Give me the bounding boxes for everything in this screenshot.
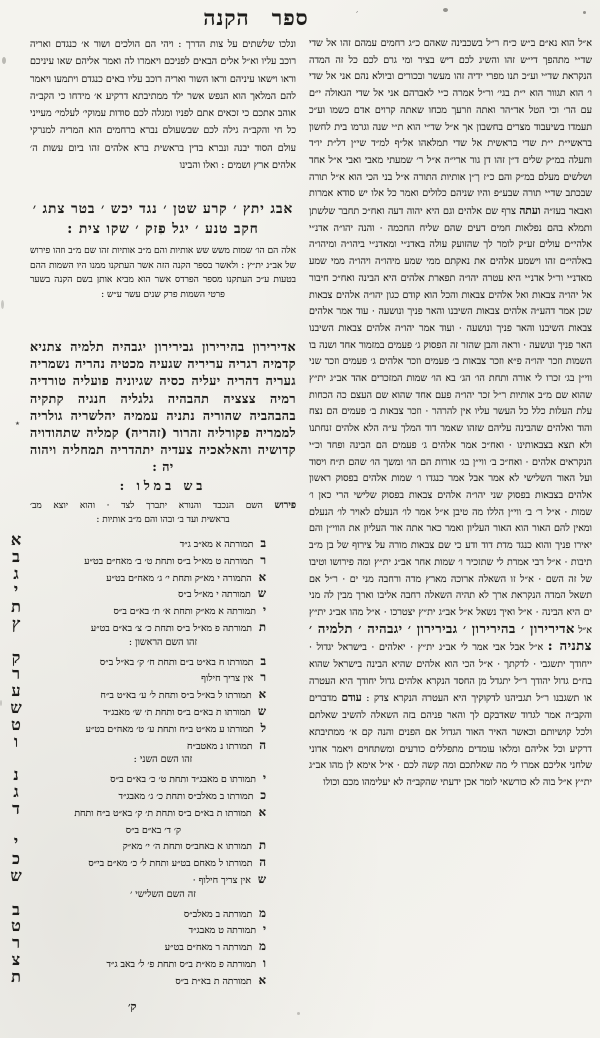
list-item (30, 820, 296, 837)
margin-letter: ת (11, 966, 21, 986)
row-lead-letter: ה (259, 855, 266, 870)
row-lead-letter: ב (260, 536, 266, 550)
text-paragraph: מדברים והקב״ה אמר לגדוד שאדבקם לך והאר פניהם בזה השאלה להשיב שאלתם ולכל קושיותם וכאשר האיר האור הגדול אם הפנים והנה קם א׳ ממתיבתא דרקיע וכל אליהם ומלאו עומדים מתפללים כורעים ומשתחוים ויאמר אדוני שלחני אליכם אמרו לי מה שאלתכם ומה קשה לכם · א״ל אימא לן מהו אב״ג ית״ץ א״ל בוה לא כורשאי לומר אכן ידעתי שהקב״ה לא יעלימהו מכם וכולו (309, 693, 592, 788)
margin-letter: ר (12, 933, 20, 953)
ink-speck (0, 700, 2, 706)
perush-note (30, 499, 296, 527)
row-text: תמורתה פ מא״ת ב״ס ותחת פ׳ ל׳ באב ג״ד (106, 958, 257, 970)
list-item (11, 916, 296, 937)
list-item (13, 781, 296, 803)
row-lead-letter: א (258, 569, 266, 584)
row-lead-letter: ו (263, 955, 266, 970)
margin-letter: כ (12, 849, 20, 869)
row-text: תמורתו ב מאלב״ס ותחת כ׳ ג׳ מאבג״ד (118, 790, 254, 802)
text-paragraph: ונלכו שלשתים על צות הדרך : ויהי הם הולכים ושור א׳ כנגדם ואריה רוכב עליו וא״ל אלים הבאים לפניכם ויאמרו לה ואמר אליהם שאו עיניכם וראו וישאו עיניהם וראו השור ואריה רוכב עליו באים כנגדם ויתמעו ויאמר להם המלאך הוא הנפש אשר ילד ממתיבתא דרקיע א׳ מידחו כי הקב״ה אוהב אתכם כי זכאים אתם לפניו ומגלה לכם סודות עמוקי׳ לעלמי׳ מעייני כל חי והקב״ה גילה לכם שבשעולם נברא ברחמים הוא המריה למנרקי עולם הסוד יבנה ונברא בדין בראשית ברא אלהים זהו ביום עשות ה׳ אלהים ארץ ושמים : ואלו והבינו (30, 39, 296, 172)
title-mark: ׳ (356, 9, 359, 19)
list-item (11, 647, 296, 669)
ink-speck (2, 57, 6, 64)
margin-letter: י (13, 580, 19, 600)
row-lead-letter: ת (258, 619, 266, 634)
ana-bekoach-line: אבג יתץ ׳ קרע שטן ׳ נגד יכש ׳ בטר צתג ׳ (32, 201, 294, 217)
perush-line: בראשית ועד ב׳ ובהו והם מ״ב אותיות : (96, 514, 230, 525)
row-text: תמורתו ל מאחם בט״ע ותחת ל׳ כ׳ מא״ם בי״ס (88, 858, 253, 870)
list-section-header: זה השם השלישי ׳ (130, 888, 196, 900)
ink-speck (160, 233, 162, 235)
perush-text: השם הנכבד והנורא יתברך לצד · והוא יוצא מב׳ (30, 501, 263, 511)
row-lead-letter: ב (260, 653, 266, 668)
list-item (12, 798, 296, 820)
row-text: תמורתה ט מאבג״ד (188, 925, 256, 937)
margin-letter: ד (12, 798, 20, 818)
text-paragraph: אלה הם הו׳ שמות משש שש אותיות והם מ״ב אותיות זהו שם מ״ב וזהו פירוש של אב״ג ית״ץ : ולאשר בספר הקנה הזה אשר העתקנו ממנו היו השמות ההם בטעות ע״כ העתקנו מספר הפרדס אשר הוא מביא אותן בשם הקנה בשער פרטי השמות פרק שנים עשר ע״ש : (30, 246, 296, 300)
row-text: אין צריך חילוף · (192, 874, 251, 886)
list-item (13, 765, 296, 786)
row-lead-letter: י (262, 771, 266, 786)
row-text: תמורתה ט מא״ל ב״ס ותחת ט׳ ב׳ מאח״ם בט״ע (84, 555, 254, 567)
row-text: התמורה י מא״ק ותחת י׳ ג׳ מאח״ם בט״ע (106, 572, 252, 584)
row-lead-letter: ש (257, 586, 266, 601)
ana-bekoach-block (30, 199, 296, 239)
left-text-column (10, 36, 296, 988)
list-item (11, 714, 296, 736)
row-text: תמורתה י מא״ל ב״ס (178, 589, 251, 601)
bold-word: עודם (341, 692, 362, 705)
row-lead-letter: ל (260, 720, 266, 735)
row-text: ק׳ ד׳ בא״ם ב״ס (125, 824, 181, 836)
list-item (11, 681, 296, 702)
list-item (13, 832, 296, 853)
row-lead-letter: ש (257, 871, 266, 886)
bold-word: ועתה (519, 205, 541, 218)
margin-letter: ג (13, 563, 19, 583)
footnote-mark: ٭ (15, 419, 20, 429)
text-paragraph: צרף שם אלהים וגם היא יהוה דעה ואח״כ תחבר שלשתן ותמלא בהם נפלאות חמים דעים שהם שליח החכמה · והנה יהו״ה אדנ״י אלהי״ם עולים זע״ק לומר לך שהזועק עולה באדנ״י ומאדנ״י ביהו״ה ומיהו״ה באלהי״ם זהו וישמע אלהים את נאקתם ממי שמע מיהו״ה ויהו״ה ממי שמע מאדנ״י ור״ל אדנ״י היא עטרה יהו״ה תפארת אלהים היא הבינה ואח״כ חיבור אל יהו״ה צבאות ואל אלהים צבאות והכל הוא קודם כגון יהו״ה אלהים צבאות שכן אמר דהע״ה אלהים צבאות השיבנו והאר פניך ונושעה · עוד אמר אלהים צבאות השיבנו והאר פניך ונושעה · ועוד אמר יהו״ה אלהים צבאות השיבנו האר פניך ונושעה · וראה והבן שהזר זה הפסוק ג׳ פעמים במזמור אחד ושנה בו השמות וזכר יהו״ה פ״א וזכר צבאות ב׳ פעמים וזכר אלהים ג׳ פעמים וזכר שני ווי״ן בג׳ זכרו לי אורה ותחת הו׳ הג׳ בא הו׳ שמות המזכרים אהד אב״ג ית״ץ שהוא שם מ״ב אותיות ר״ל זכר יהו״ה פעם אחד שהוא שם העצם כה הכחות עלת העלות כלל כל העשר עליו אין להרהר · וזכר צבאות ב׳ פעמים הם נצח והוד ואלהים שהבינה עליהם שזהו שאמר דוד המלך ע״ה הלא אלהים זנחתנו ולא תצא בצבאותינו · ואח״כ אמר אלהים ג׳ פעמים הם הבינה ופחד וכ״י הנקראים אלהים · ואח״כ ב׳ ווי״ן בג׳ אורות הם הו׳ ומשך הו׳ שהם ת״ח ויסוד ועל האור השלישי לא אמר אבל אמר כנגדו ו׳ שמות אלהים בפסוק ראשון אלהים בצבאות בפסוק שני יהו״ה אלהים צבאות בפסוק שלישי הרי כאן ו׳ שמות · א״ל ר׳ ב׳ ווי״ן הללו מה טיבן א״ל אמר לו׳ הנעלם לאויר לו׳ הנעלם ומאין להם האור הוא האור העליון ואמר כאר אתה אור העליון את הווי״ן והם יאירו פניך והוא כנגד מדת דוד ודע כי שם צבאות מורה על צירוף של בן מ״ב תיבות · א״ל רבי אמרת לי שתזכיר ו׳ שמות אחר אב״ג ית״ץ ומה פירושו וטיבו של זה השם · א״ל זו השאלה ארוכה מארץ מדה ורחבה מני ים · ר״ל אם תשאל המדה הנקראת ארך לא תהיה השאלה רחבה אליבו וארך מבין לה מני ים היא הבינה · א״ל ואיך נשאל א״ל אב״ג ית״ץ יצטרכו · א״ל מהו אב״ג ית״ץ א״ל (309, 206, 592, 636)
list-item (11, 613, 296, 635)
row-lead-letter: כ (260, 787, 266, 802)
margin-letter: ב (12, 546, 20, 566)
margin-letter: נ (13, 765, 19, 785)
catchword: ק׳ (128, 1000, 137, 1013)
row-lead-letter: ר (260, 670, 266, 685)
perush-lead-word: פירוש (274, 500, 296, 511)
margin-letter: י (13, 832, 19, 852)
row-text: אין צריך חילוף (201, 673, 254, 685)
ana-bekoach-line: חקב טנע ׳ יגל פזק ׳ שקו צית : (67, 221, 259, 237)
list-item (10, 697, 296, 719)
list-item (12, 933, 296, 954)
perush-line (30, 499, 296, 514)
row-text: תמורתה ר מאח״ם בט״ע (164, 942, 253, 954)
list-item (13, 563, 296, 585)
row-text: תמורתה ב מאלב״ס (183, 908, 253, 920)
ink-speck (583, 11, 586, 14)
margin-letter: ק (11, 647, 21, 667)
row-text: תמורתה א מא״ב ג״ד (179, 539, 254, 550)
row-lead-letter: ה (259, 737, 266, 752)
list-item (13, 731, 296, 753)
row-text: תמורתה א מא״ק ותחת א׳ ת׳ בא״ם ב״ס (113, 606, 256, 618)
row-text: תמורתו ח בא״ט ב״ם ותחת ח׳ ק׳ בא״ל ב״ס (99, 656, 254, 668)
row-text: תמורתו ע מא״ט ב״ח ותחת ע׳ ט׳ מאח״ם בט״ע (85, 723, 254, 735)
list-item (13, 580, 296, 601)
row-text: תמורתו נ מאטב״ח (187, 740, 253, 752)
margin-letter: ש (10, 865, 22, 885)
row-text: תמורתו ם מאבג״ד ותחת ט׳ כ׳ בא״ם ב״ס (110, 774, 256, 786)
row-lead-letter: א (258, 804, 266, 819)
margin-letter: ש (10, 697, 22, 717)
row-lead-letter (181, 822, 188, 836)
row-lead-letter: מ (259, 939, 266, 954)
row-text: תמורתה ת בא״ת ב״ס (175, 975, 252, 987)
list-item (11, 966, 296, 988)
list-item (10, 530, 296, 551)
margin-letter: ג (13, 781, 19, 801)
holy-names-inline: אדירירון ׳ בהירירון ׳ גבירירון ׳ יגבהיה ׳ תלמיה ׳ צתניה : (309, 621, 592, 655)
margin-letter: ו (13, 731, 19, 751)
ink-speck (297, 1012, 300, 1015)
margin-letter: ב (12, 899, 20, 919)
right-text-column (309, 36, 592, 990)
row-lead-letter: מ (259, 905, 266, 920)
row-lead-letter: ר (260, 552, 266, 567)
page-title: ספר הקנה (203, 5, 309, 30)
row-lead-letter: א (258, 972, 266, 987)
text-paragraph: א״ל הוא נא״ם ב״ש כ״ח ר״ל בשכבינה שאהם כ״ג רחמים עמהם זהו אל שדי שד״י מתהפך די״ש זהו והשיג לכם דיש בציר ומי גרם לכם כל זה המדה הנקראת שד״י וע״כ תנו מפרי ידיה זהו מעשר ובכורים וביולא נהם אני אל שדי ו׳ הוא תגוור הוא י״ת בגי׳ ור״ל אמרה כ״י לאברהם אני אל שדי הגאולה י״ם עם הר׳ וכי הטל אד״הר ואתה וזרעך מכחו שאתה קרוים אדם כשמו וע״כ תעמדו בשיעבוד מצרים בחשבון אך א״ל שד״י הוא ת״י שנה וגרמו בית לחשון בראשי״ת י״ת שדי בראשית אל שדי תמלאהו אל״ף למ״ד שי״ן דל״ת יו״ד ותעלה במ״ק שלים ד״ן זהו דן גור ארי״ה א״ל ר׳ שמעתי מאבי ואבי א״ל אחד ושלשים מעלם במ״ק והם כ״ז ך״ן אותיות התורה א״ל בני הכי הוא א״ל תורה שבכתב שד״י תורה שבע״פ והיו שניהם כלולים ואמר כל אלו יש סודא אמרות ואבאר בעז״ה (309, 38, 592, 218)
ink-speck (443, 8, 448, 12)
list-section-header: זהו השם הראשון : (128, 636, 198, 648)
row-lead-letter: ש (257, 703, 266, 718)
row-text: תמורתו ת בא״ם ב״ס ותחת ת׳ ק׳ בא״ט ב״ח ותחת (74, 807, 252, 819)
margin-letter: ט (11, 714, 21, 734)
margin-letter: ר (12, 664, 20, 684)
holy-names-tail: בש במלו : (119, 478, 207, 493)
text-paragraph: א״ל אבל אבי אמר לי אב״ג ית״ץ · יאלהים · בישראל יגדול · ייחודך יתשגבי · לדקתך · א״ל הכי הוא אלהים שהיא הבינה בישראל שהוא בח״ם גדול יהודך ר״ל יתגדל מן החסד הנקרא אלהים גדול יחודך היא העטרה או תשגבנו ר״ל תגביהנו לדקוקיך היא העטרה הנקרא צדק : (309, 642, 592, 705)
row-text: תמורתו ת בא״ם ב״ס ותחת ת׳ ש׳ מאבג״ד (103, 706, 251, 718)
row-lead-letter: ת (258, 838, 266, 853)
list-item (11, 597, 296, 618)
holy-names-block: אדירירון בהירירון גבירירון יגבהיה תלמיה צתניא קדמיה רגריה עריריה שגעיה מכטיה נהריה נשמריה געריה דהריה יעליה כסיה שגיוניה פועליה טורדיה רמיה צצציה תהבהיה גלגליה חנגיה קתקיה בהבהביה שהוריה נתניה עממיה יהלשריה גולריה לממריה פקורליה זהרור (זהריה) קמליה שתהודויה קדושיה והאלאכיה צעדיה יתהדריה תמחליה ויהוה יה : (30, 339, 296, 475)
list-section-header: זהו השם השני : (133, 754, 193, 766)
temurah-list (10, 530, 296, 988)
row-lead-letter: י (262, 922, 266, 937)
margin-letter: ע (11, 681, 21, 701)
ink-speck (1, 300, 4, 309)
list-item (12, 664, 296, 685)
row-text: תמורתו ל בא״ל ב״ס ותחת ל׳ ע׳ בא״ט ב״ח (100, 690, 252, 702)
list-item (11, 949, 296, 971)
list-item (12, 899, 296, 921)
margin-letter: א (10, 530, 22, 549)
margin-letter: צ (11, 949, 21, 969)
list-item (12, 546, 296, 568)
margin-letter: ת (11, 597, 21, 617)
row-text: תמורתה פ מא״ל ב״ס ותחת כ׳ צ׳ בא״ם בט״ע (90, 622, 252, 634)
row-text: תמורתו א באחב״ס ותחת ה׳ י׳ מא״ק (122, 841, 252, 853)
margin-letter: ט (11, 916, 21, 936)
margin-letter: ץ (11, 613, 21, 633)
row-lead-letter: א (258, 687, 266, 702)
list-item (10, 865, 296, 887)
row-lead-letter: י (262, 603, 266, 618)
list-item (12, 849, 296, 870)
